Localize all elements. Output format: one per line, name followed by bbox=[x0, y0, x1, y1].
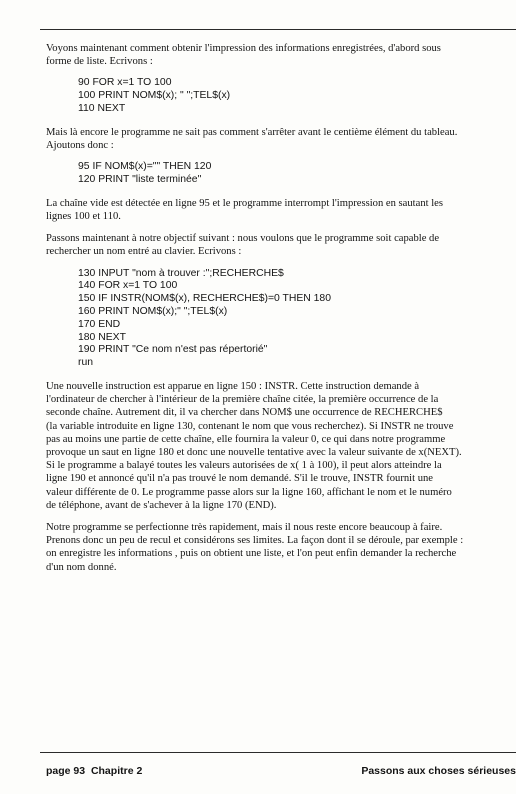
code-line: 95 IF NOM$(x)="" THEN 120 bbox=[78, 161, 212, 173]
page-body bbox=[46, 42, 516, 583]
code-line: 130 INPUT "nom à trouver :";RECHERCHE$ bbox=[78, 267, 284, 279]
paragraph-instr-explanation: Une nouvelle instruction est apparue en ligne 150 : INSTR. Cette instruction demande à l'ordinateur de chercher à l'intérieur de la première chaîne citée, la première occurrence de la seconde chaîne. Autrement dit, il va chercher dans NOM$ une occurrence de RECHERCHE$ (la variable introduite en ligne 130, contenant le nom que vous recherchez). Si INSTR ne trouve pas au moins une partie de cette chaîne, elle fournira la valeur 0, ce qui dans notre programme provoque un saut en ligne 180 et donc une nouvelle tentative avec la valeur suivante de x(NEXT). Si le programme a balayé toutes les valeurs autorisées de x( 1 à 100), il peut alors atteindre la ligne 190 et annoncé qu'il n'a pas trouvé le nom demandé. S'il le trouve, INSTR fournit une valeur différente de 0. Le programme passe alors sur la ligne 160, affichant le nom et le numéro de téléphone, avant de s'achever à la ligne 170 (END). bbox=[46, 380, 462, 511]
code-line: 90 FOR x=1 TO 100 bbox=[78, 77, 172, 89]
code-line: 120 PRINT "liste terminée" bbox=[78, 174, 202, 185]
page-footer-left: page 93 Chapitre 2 bbox=[46, 765, 143, 777]
paragraph-empty-string-explanation: La chaîne vide est détectée en ligne 95 et le programme interrompt l'impression en sautant les lignes 100 et 110. bbox=[46, 197, 443, 222]
code-line: 160 PRINT NOM$(x);" ";TEL$(x) bbox=[78, 306, 228, 317]
code-block-empty-check bbox=[78, 161, 516, 187]
code-line: 100 PRINT NOM$(x); " ";TEL$(x) bbox=[78, 90, 231, 102]
paragraph-print-list-intro: Voyons maintenant comment obtenir l'impression des informations enregistrées, d'abord sous forme de liste. Ecrivons : bbox=[46, 43, 441, 68]
code-line: 140 FOR x=1 TO 100 bbox=[78, 280, 178, 292]
code-block-print-loop bbox=[78, 77, 516, 115]
footer-rule bbox=[40, 752, 516, 753]
paragraph-limits: Notre programme se perfectionne très rapidement, mais il nous reste encore beaucoup à faire. Prenons donc un peu de recul et considérons ses limites. La façon dont il se déroule, par exemple : on enregistre les informations , puis on obtient une liste, et l'on peut enfin demander la recherche d'un nom donné. bbox=[46, 522, 464, 573]
code-line: 110 NEXT bbox=[78, 103, 126, 114]
header-rule bbox=[40, 29, 516, 30]
code-line: run bbox=[78, 357, 94, 369]
code-line: 180 NEXT bbox=[78, 331, 126, 343]
code-block-search bbox=[78, 268, 516, 370]
paragraph-stop-problem: Mais là encore le programme ne sait pas comment s'arrêter avant le centième élément du tableau. Ajoutons donc : bbox=[46, 126, 458, 151]
code-line: 190 PRINT "Ce nom n'est pas répertorié" bbox=[78, 344, 268, 356]
code-line: 150 IF INSTR(NOM$(x), RECHERCHE$)=0 THEN 180 bbox=[78, 293, 331, 305]
paragraph-search-goal: Passons maintenant à notre objectif suivant : nous voulons que le programme soit capable de rechercher un nom entré au clavier. Ecrivons : bbox=[46, 233, 440, 258]
page-footer-right: Passons aux choses sérieuses bbox=[361, 765, 516, 777]
code-line: 170 END bbox=[78, 318, 121, 330]
